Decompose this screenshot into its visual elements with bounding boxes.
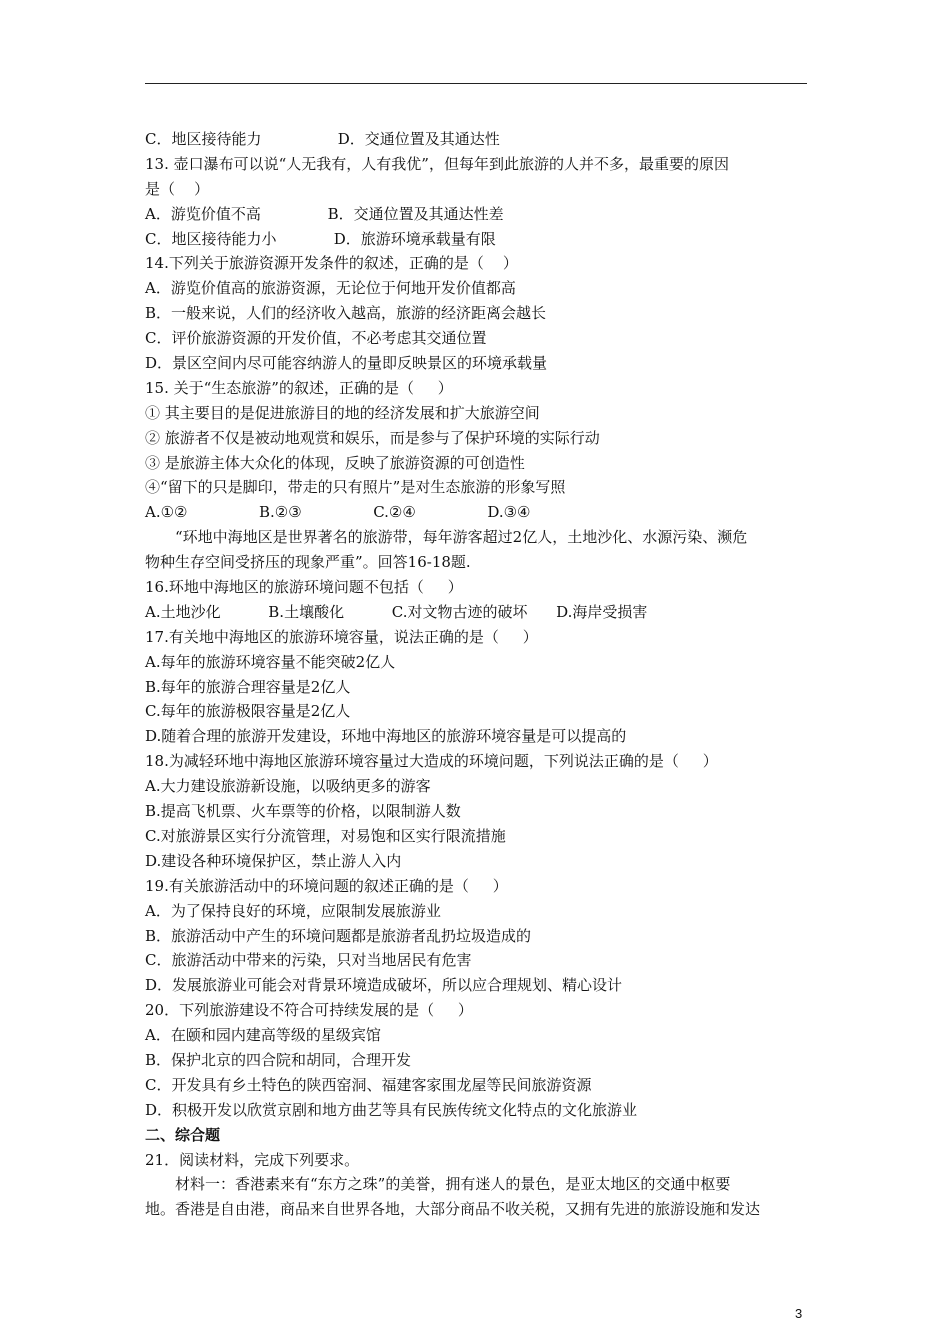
statement-line: ② 旅游者不仅是被动地观赏和娱乐，而是参与了保护环境的实际行动 — [145, 428, 600, 447]
header-rule — [145, 83, 807, 84]
option-line: A．游览价值不高 B．交通位置及其通达性差 — [145, 204, 504, 223]
option-line: C.对旅游景区实行分流管理，对易饱和区实行限流措施 — [145, 826, 506, 845]
statement-line: ① 其主要目的是促进旅游目的地的经济发展和扩大旅游空间 — [145, 403, 540, 422]
question-21: 21．阅读材料，完成下列要求。 — [145, 1150, 360, 1169]
text-line: 是（ ） — [145, 179, 210, 198]
passage-line: 物种生存空间受挤压的现象严重”。回答16-18题. — [145, 553, 471, 572]
option-line: A.土地沙化 B.土壤酸化 C.对文物古迹的破坏 D.海岸受损害 — [145, 602, 648, 621]
statement-line: ③ 是旅游主体大众化的体现，反映了旅游资源的可创造性 — [145, 453, 525, 472]
material-line: 地。香港是自由港，商品来自世界各地，大部分商品不收关税，又拥有先进的旅游设施和发达 — [145, 1200, 761, 1219]
option-line: D．积极开发以欣赏京剧和地方曲艺等具有民族传统文化特点的文化旅游业 — [145, 1100, 638, 1119]
question-19: 19.有关旅游活动中的环境问题的叙述正确的是（ ） — [145, 876, 508, 895]
option-line: A．游览价值高的旅游资源，无论位于何地开发价值都高 — [145, 279, 516, 298]
page-number: 3 — [795, 1306, 803, 1321]
option-line: B．保护北京的四合院和胡同，合理开发 — [145, 1050, 412, 1069]
statement-line: ④“留下的只是脚印，带走的只有照片”是对生态旅游的形象写照 — [145, 478, 566, 497]
option-line: C．评价旅游资源的开发价值，不必考虑其交通位置 — [145, 329, 487, 348]
question-15: 15. 关于“生态旅游”的叙述，正确的是（ ） — [145, 378, 453, 397]
option-line: A.大力建设旅游新设施，以吸纳更多的游客 — [145, 777, 431, 796]
option-line: C．地区接待能力小 D．旅游环境承载量有限 — [145, 229, 496, 248]
question-18: 18.为减轻环地中海地区旅游环境容量过大造成的环境问题，下列说法正确的是（ ） — [145, 752, 718, 771]
text-line: C．地区接待能力 D．交通位置及其通达性 — [145, 130, 500, 148]
option-line: D.建设各种环境保护区，禁止游人入内 — [145, 851, 402, 870]
option-line: C．开发具有乡土特色的陕西窑洞、福建客家围龙屋等民间旅游资源 — [145, 1075, 592, 1094]
question-14: 14.下列关于旅游资源开发条件的叙述，正确的是（ ） — [145, 254, 518, 273]
option-line: B．旅游活动中产生的环境问题都是旅游者乱扔垃圾造成的 — [145, 926, 532, 945]
option-line: A．在颐和园内建高等级的星级宾馆 — [145, 1026, 381, 1045]
option-line: D.随着合理的旅游开发建设，环地中海地区的旅游环境容量是可以提高的 — [145, 727, 627, 746]
material-line: 材料一：香港素来有“东方之珠”的美誉，拥有迷人的景色，是亚太地区的交通中枢要 — [175, 1175, 731, 1194]
option-line: B.每年的旅游合理容量是2亿人 — [145, 677, 351, 696]
question-16: 16.环地中海地区的旅游环境问题不包括（ ） — [145, 578, 463, 597]
option-line: B.提高飞机票、火车票等的价格，以限制游人数 — [145, 802, 461, 821]
question-17: 17.有关地中海地区的旅游环境容量，说法正确的是（ ） — [145, 627, 538, 646]
page-body — [145, 127, 807, 1222]
option-line: A.①② B.②③ C.②④ D.③④ — [145, 503, 531, 522]
option-line: D．景区空间内尽可能容纳游人的量即反映景区的环境承载量 — [145, 354, 548, 373]
option-line: C．旅游活动中带来的污染，只对当地居民有危害 — [145, 951, 472, 970]
option-line: B．一般来说，人们的经济收入越高，旅游的经济距离会越长 — [145, 304, 547, 323]
question-20: 20．下列旅游建设不符合可持续发展的是（ ） — [145, 1001, 473, 1020]
passage-line: “环地中海地区是世界著名的旅游带，每年游客超过2亿人，土地沙化、水源污染、濒危 — [175, 528, 748, 547]
section-heading: 二、综合题 — [145, 1125, 221, 1144]
option-line: D．发展旅游业可能会对背景环境造成破坏，所以应合理规划、精心设计 — [145, 976, 623, 995]
option-line: A.每年的旅游环境容量不能突破2亿人 — [145, 652, 396, 671]
option-line: C.每年的旅游极限容量是2亿人 — [145, 702, 351, 721]
question-13: 13. 壶口瀑布可以说“人无我有，人有我优”，但每年到此旅游的人并不多，最重要的原因 — [145, 154, 729, 173]
option-line: A．为了保持良好的环境，应限制发展旅游业 — [145, 901, 441, 920]
